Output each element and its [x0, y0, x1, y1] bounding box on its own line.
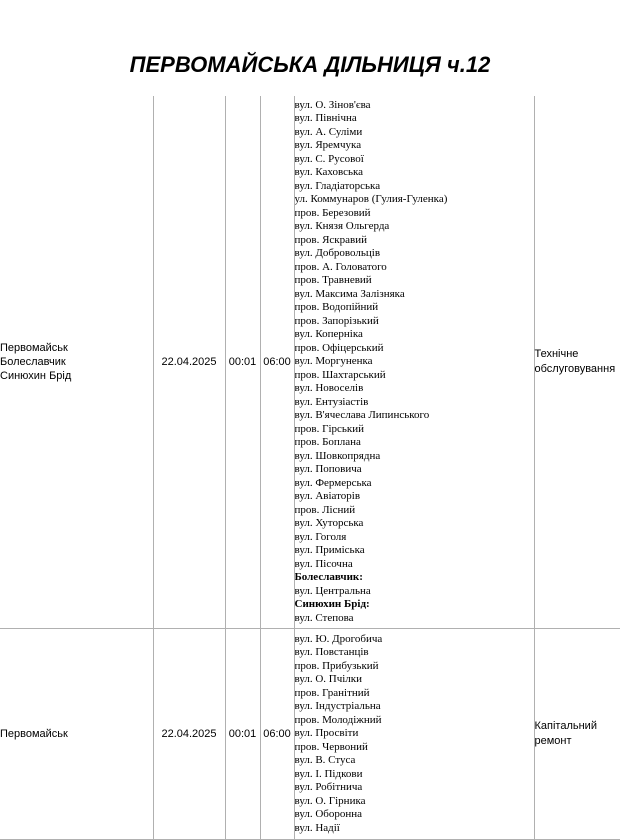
location-name: Синюхин Брід: [0, 369, 153, 383]
location-name: Болеславчик: [0, 355, 153, 369]
table-row: [0, 629, 620, 840]
work-type-text: обслуговування: [535, 362, 620, 377]
street-item: вул. Пісочна: [295, 558, 534, 572]
work-type-text: Капітальний: [535, 719, 620, 734]
street-item: вул. Індустріальна: [295, 700, 534, 714]
start-time-cell: 00:01: [225, 96, 260, 629]
location-name: Первомайськ: [0, 727, 153, 741]
street-item: пров. Боплана: [295, 436, 534, 450]
streets-cell: [294, 96, 534, 629]
street-item: вул. Князя Ольгерда: [295, 220, 534, 234]
street-item: вул. С. Русової: [295, 153, 534, 167]
street-item: пров. Лісний: [295, 504, 534, 518]
location-cell: [0, 96, 153, 629]
street-item: вул. Каховська: [295, 166, 534, 180]
location-cell: [0, 629, 153, 840]
street-item: вул. Надії: [295, 822, 534, 836]
street-item: вул. Поповича: [295, 463, 534, 477]
start-time-cell: 00:01: [225, 629, 260, 840]
street-item: вул. Шовкопрядна: [295, 450, 534, 464]
street-item: вул. Просвіти: [295, 727, 534, 741]
street-item: пров. Гранітний: [295, 687, 534, 701]
street-item: вул. Оборонна: [295, 808, 534, 822]
outage-schedule-table: [0, 96, 620, 840]
street-item: вул. Степова: [295, 612, 534, 626]
street-item: вул. Добровольців: [295, 247, 534, 261]
page-title: ПЕРВОМАЙСЬКА ДІЛЬНИЦЯ ч.12: [0, 52, 620, 78]
street-item: пров. Водопійний: [295, 301, 534, 315]
work-type-text: Технічне: [535, 347, 620, 362]
street-item: пров. Травневий: [295, 274, 534, 288]
street-item: вул. Ентузіастів: [295, 396, 534, 410]
street-item: вул. Гоголя: [295, 531, 534, 545]
street-item: вул. О. Пчілки: [295, 673, 534, 687]
street-item: вул. Північна: [295, 112, 534, 126]
street-item: вул. Максима Залізняка: [295, 288, 534, 302]
street-item: вул. А. Суліми: [295, 126, 534, 140]
end-time-cell: 06:00: [260, 96, 294, 629]
street-item: вул. Коперніка: [295, 328, 534, 342]
streets-cell: [294, 629, 534, 840]
street-item: пров. Березовий: [295, 207, 534, 221]
table-row: [0, 96, 620, 629]
date-cell: 22.04.2025: [153, 96, 225, 629]
street-item: вул. Гладіаторська: [295, 180, 534, 194]
street-item: пров. Прибузький: [295, 660, 534, 674]
street-item: вул. І. Підкови: [295, 768, 534, 782]
end-time-cell: 06:00: [260, 629, 294, 840]
street-item: пров. Гірський: [295, 423, 534, 437]
street-item: вул. Яремчука: [295, 139, 534, 153]
street-item: вул. О. Зінов'єва: [295, 99, 534, 113]
settlement-heading: Болеславчик:: [295, 571, 534, 585]
street-item: вул. Робітнича: [295, 781, 534, 795]
street-item: вул. Моргуненка: [295, 355, 534, 369]
street-item: вул. Авіаторів: [295, 490, 534, 504]
street-item: вул. Ю. Дрогобича: [295, 633, 534, 647]
location-name: Первомайськ: [0, 341, 153, 355]
street-item: пров. Шахтарський: [295, 369, 534, 383]
street-item: пров. Офіцерський: [295, 342, 534, 356]
street-item: вул. В'ячеслава Липинського: [295, 409, 534, 423]
street-item: вул. Повстанців: [295, 646, 534, 660]
street-item: пров. Червоний: [295, 741, 534, 755]
street-item: пров. Молодіжний: [295, 714, 534, 728]
street-item: вул. В. Стуса: [295, 754, 534, 768]
work-type-text: ремонт: [535, 734, 620, 749]
date-cell: 22.04.2025: [153, 629, 225, 840]
street-item: вул. Фермерська: [295, 477, 534, 491]
settlement-heading: Синюхин Брід:: [295, 598, 534, 612]
street-item: вул. Новоселів: [295, 382, 534, 396]
street-item: вул. Хуторська: [295, 517, 534, 531]
work-type-cell: [534, 629, 620, 840]
work-type-cell: [534, 96, 620, 629]
street-item: пров. Яскравий: [295, 234, 534, 248]
street-item: вул. О. Гірника: [295, 795, 534, 809]
street-item: пров. Запорізький: [295, 315, 534, 329]
street-item: вул. Центральна: [295, 585, 534, 599]
street-item: ул. Коммунаров (Гулия-Гуленка): [295, 193, 534, 207]
street-item: пров. А. Головатого: [295, 261, 534, 275]
street-item: вул. Приміська: [295, 544, 534, 558]
